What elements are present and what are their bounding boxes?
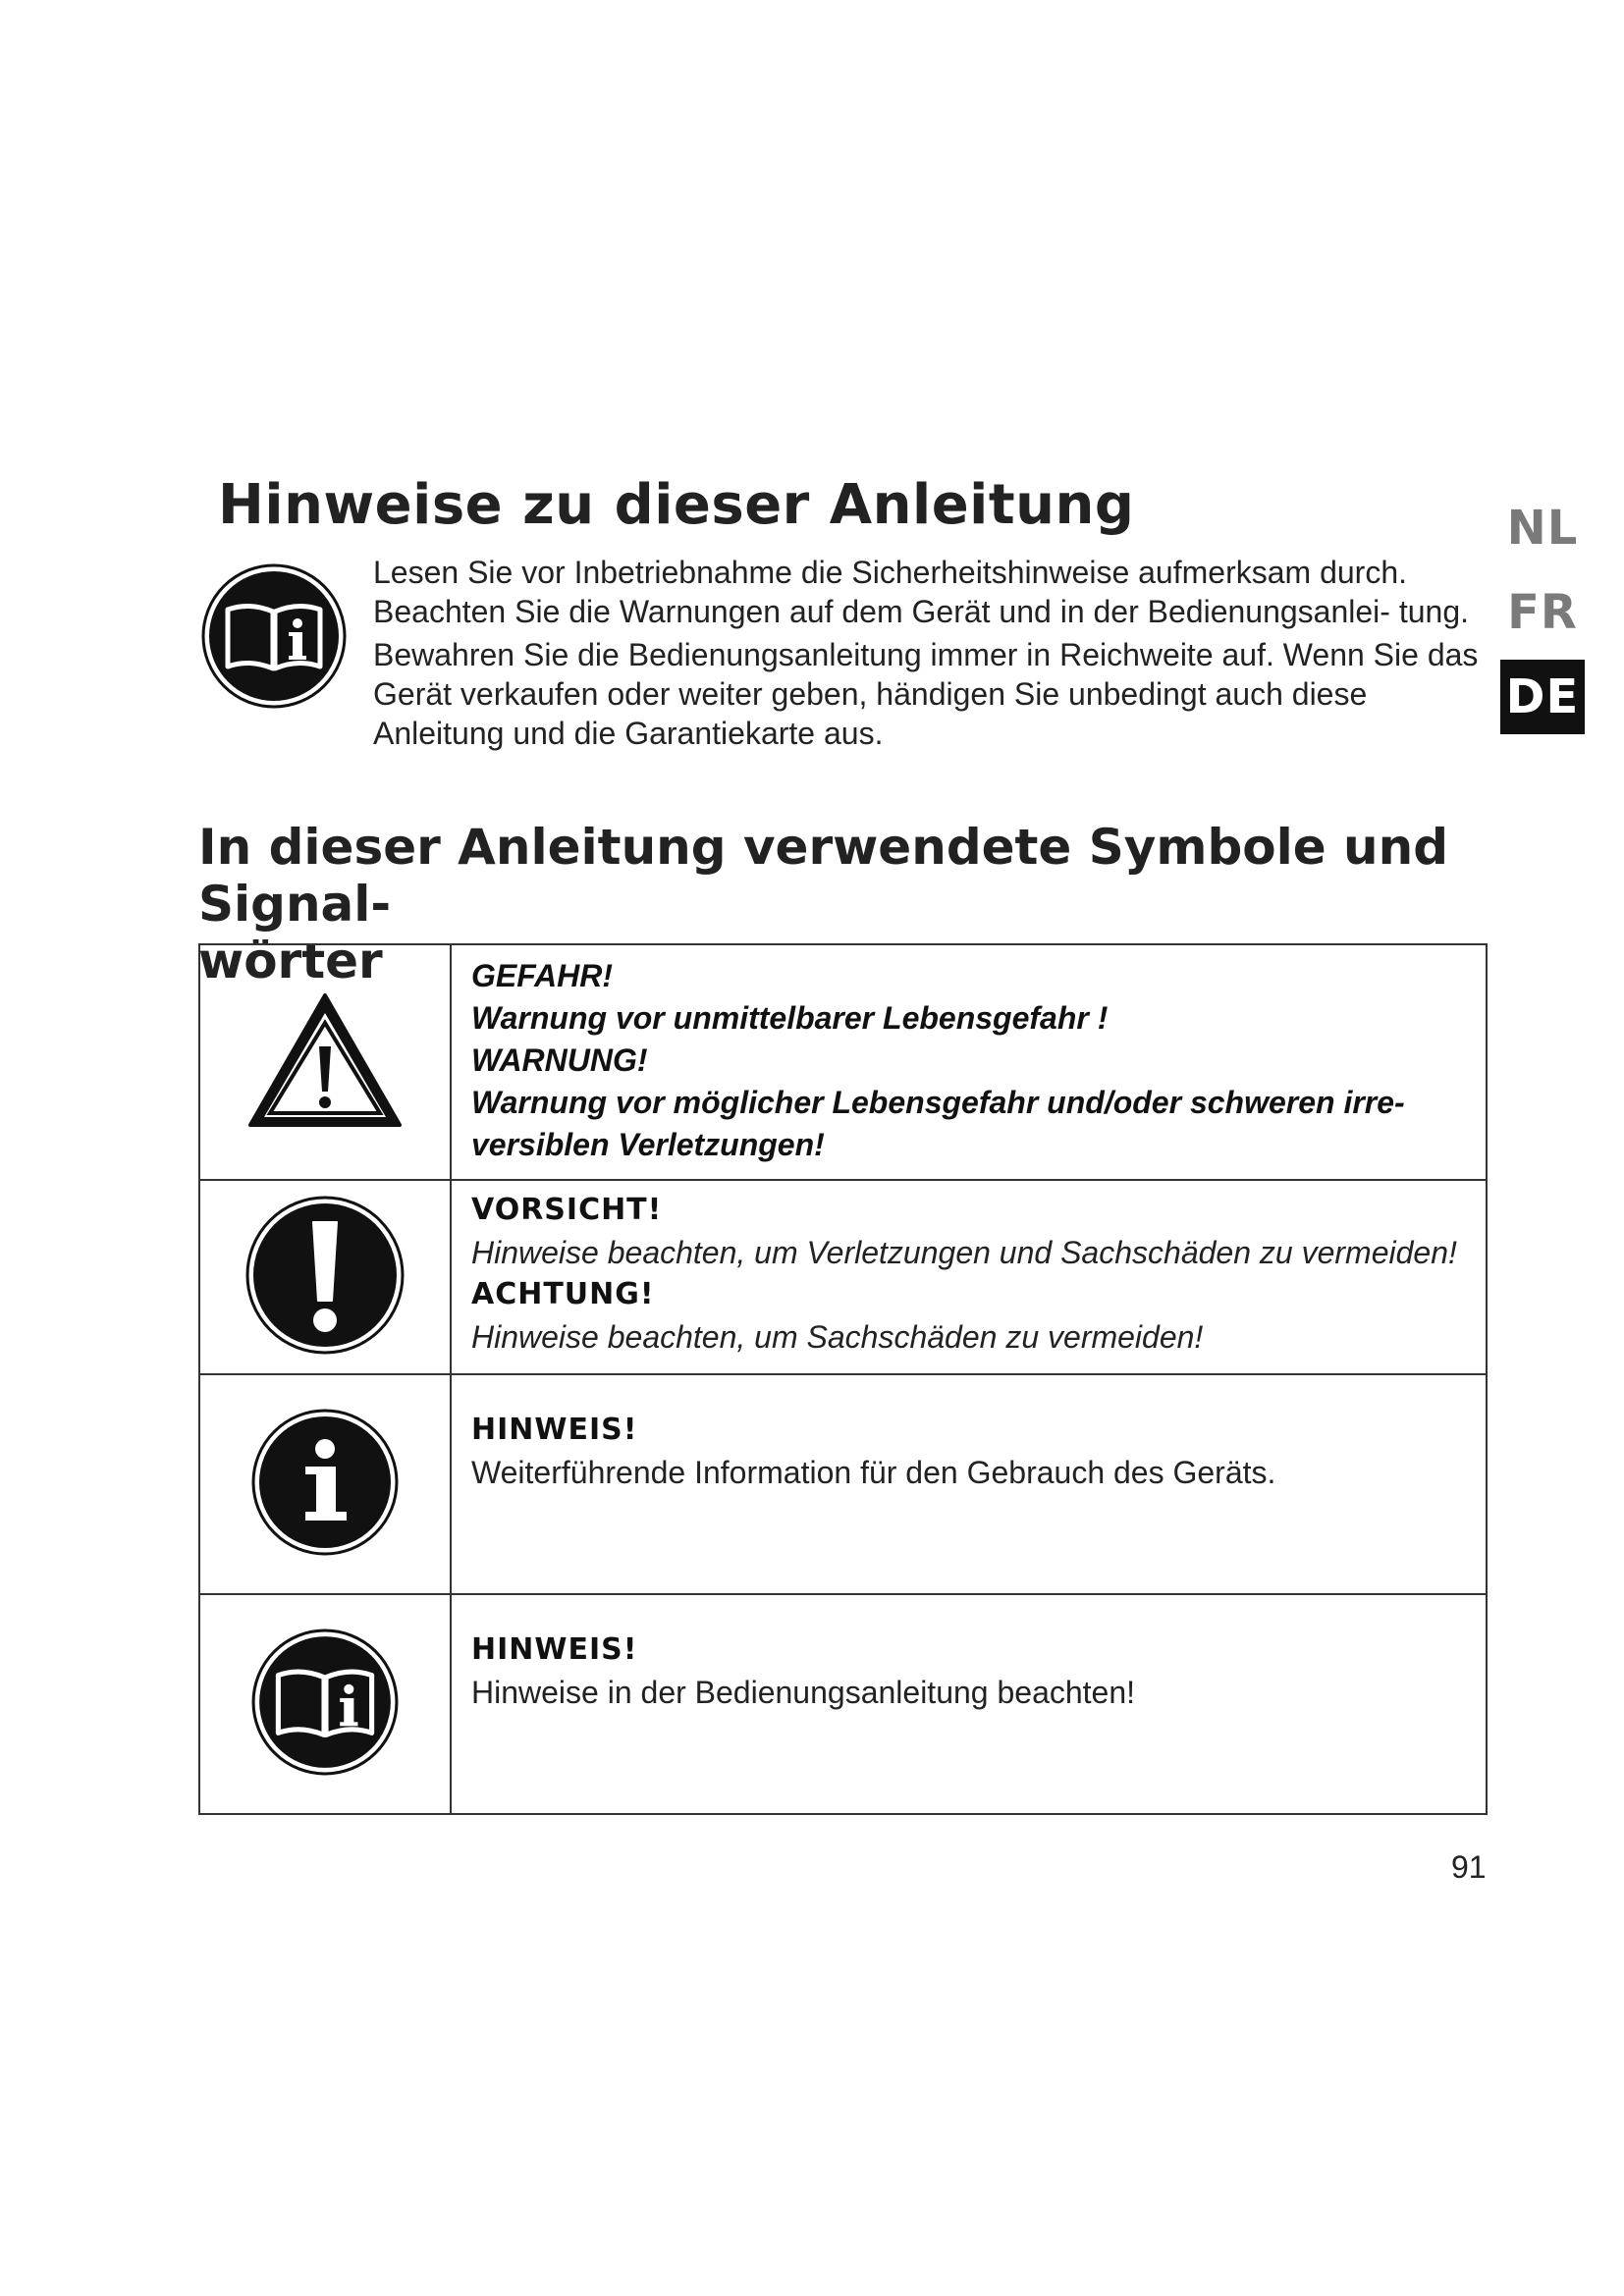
signal-word-hinweis: HINWEIS!: [471, 1632, 638, 1667]
warning-triangle-icon: [244, 989, 406, 1131]
signal-text: Hinweise in der Bedienungsanleitung beachten!: [471, 1675, 1136, 1710]
signal-text: versiblen Verletzungen!: [471, 1127, 825, 1162]
lang-tab-fr: FR: [1507, 585, 1578, 640]
table-row: [199, 1374, 1487, 1594]
signal-word-achtung: ACHTUNG!: [471, 1277, 655, 1311]
info-circle-icon: [250, 1408, 400, 1557]
symbols-table: [198, 943, 1488, 1815]
section-title-line-2: wörter: [198, 933, 383, 989]
intro-paragraph-2: Bewahren Sie die Bedienungsanleitung immer in Reichweite auf. Wenn Sie das Gerät verkaufen oder weiter geben, händigen Sie unbedingt auch diese Anleitung und die Garantiekarte aus.: [373, 637, 1479, 751]
signal-word-vorsicht: VORSICHT!: [471, 1193, 663, 1227]
table-row: [199, 1180, 1487, 1374]
language-tabs: [1500, 491, 1585, 744]
signal-text: Hinweise beachten, um Sachschäden zu vermeiden!: [471, 1319, 1204, 1355]
signal-text: Warnung vor unmittelbarer Lebensgefahr !: [471, 1000, 1109, 1036]
manual-info-icon: [250, 1628, 400, 1777]
page-number: 91: [1451, 1849, 1487, 1885]
signal-word-hinweis: HINWEIS!: [471, 1413, 638, 1447]
signal-text: Warnung vor möglicher Lebensgefahr und/oder schweren irre-: [471, 1085, 1405, 1120]
intro-paragraph-1: Lesen Sie vor Inbetriebnahme die Sicherheitshinweise aufmerksam durch. Beachten Sie die Warnungen auf dem Gerät und in der Bedienungsanlei- tung.: [373, 555, 1469, 629]
signal-word-gefahr: GEFAHR!: [471, 958, 613, 993]
signal-text: Hinweise beachten, um Verletzungen und Sachschäden zu vermeiden!: [471, 1235, 1457, 1270]
exclamation-circle-icon: [244, 1195, 406, 1356]
lang-tab-de: DE: [1500, 660, 1585, 734]
section-title-hinweise: Hinweise zu dieser Anleitung: [218, 473, 1135, 537]
table-row: [199, 944, 1487, 1180]
signal-text: Weiterführende Information für den Gebrauch des Geräts.: [471, 1455, 1276, 1490]
table-row: [199, 1594, 1487, 1814]
manual-info-icon: [200, 562, 348, 710]
lang-tab-nl: NL: [1506, 501, 1579, 556]
intro-text: [373, 553, 1483, 757]
section-title-line-1: In dieser Anleitung verwendete Symbole und Signal-: [198, 819, 1449, 933]
signal-word-warnung: WARNUNG!: [471, 1042, 648, 1078]
